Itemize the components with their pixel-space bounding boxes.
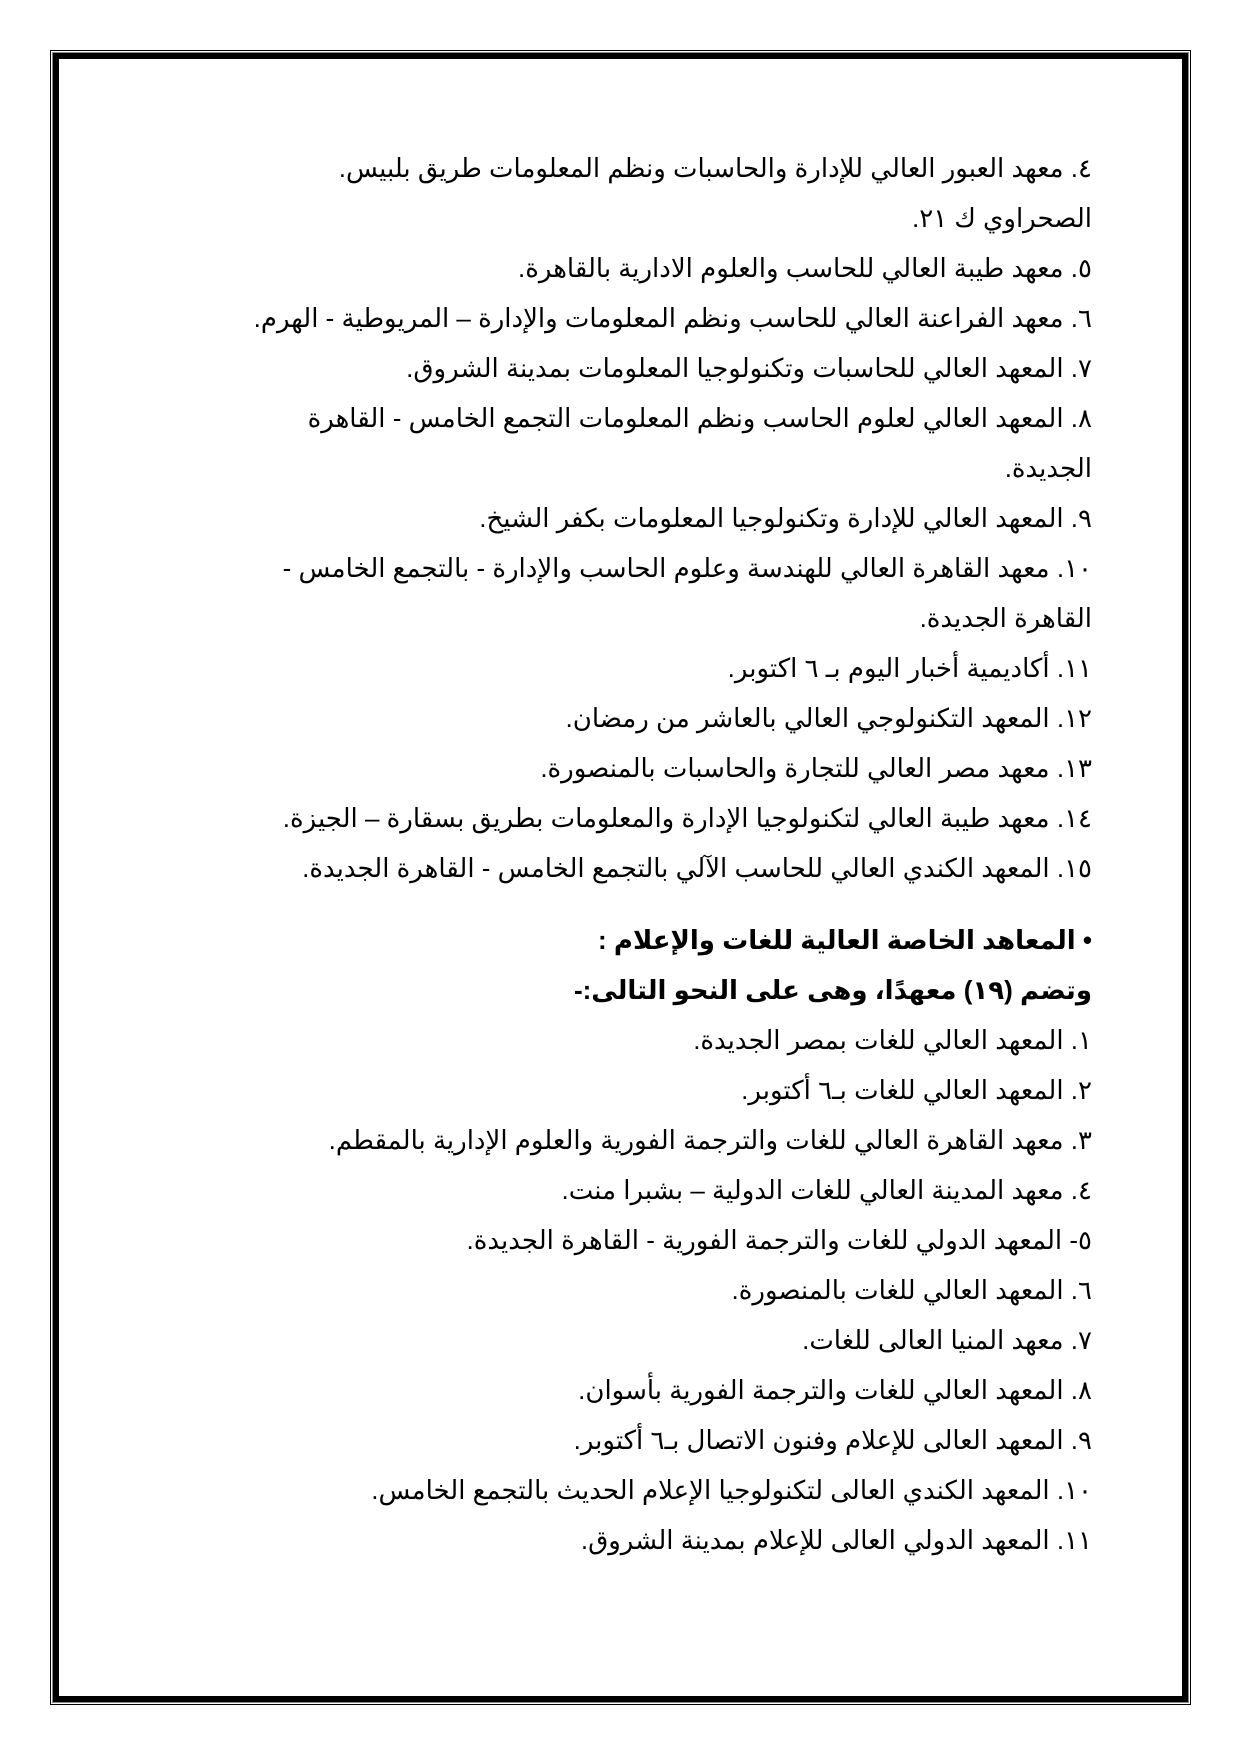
list-item: ٣. معهد القاهرة العالي للغات والترجمة الفورية والعلوم الإدارية بالمقطم.: [328, 1125, 1092, 1155]
list-item: ٩. المعهد العالى للإعلام وفنون الاتصال بـ٦ أكتوبر.: [573, 1425, 1092, 1455]
list-item: ٨. المعهد العالي للغات والترجمة الفورية بأسوان.: [578, 1375, 1092, 1405]
computer-institutes-list: [120, 143, 1092, 893]
list-item: ٥. معهد طيبة العالي للحاسب والعلوم الادارية بالقاهرة.: [518, 253, 1092, 283]
list-item: ٨. المعهد العالي لعلوم الحاسب ونظم المعلومات التجمع الخامس - القاهرة: [307, 403, 1092, 433]
list-item-continuation: الجديدة.: [1004, 453, 1092, 483]
list-item: ٦. المعهد العالي للغات بالمنصورة.: [731, 1275, 1092, 1305]
list-item-continuation: القاهرة الجديدة.: [919, 603, 1092, 633]
list-item: ١٠. معهد القاهرة العالي للهندسة وعلوم الحاسب والإدارة - بالتجمع الخامس -: [282, 553, 1092, 583]
list-item: ١. المعهد العالي للغات بمصر الجديدة.: [693, 1025, 1092, 1055]
list-item: ٧. معهد المنيا العالى للغات.: [802, 1325, 1092, 1355]
list-item: ١٣. معهد مصر العالي للتجارة والحاسبات بالمنصورة.: [540, 753, 1092, 783]
languages-media-section: [120, 915, 1092, 1565]
list-item: ٥- المعهد الدولي للغات والترجمة الفورية - القاهرة الجديدة.: [466, 1225, 1092, 1255]
list-item: ١٤. معهد طيبة العالي لتكنولوجيا الإدارة والمعلومات بطريق بسقارة – الجيزة.: [282, 803, 1092, 833]
list-item: ٢. المعهد العالي للغات بـ٦ أكتوبر.: [741, 1075, 1092, 1105]
list-item-continuation: الصحراوي ك ٢١.: [912, 203, 1092, 233]
section-heading: • المعاهد الخاصة العالية للغات والإعلام :: [598, 925, 1092, 955]
list-item: ١٠. المعهد الكندي العالى لتكنولوجيا الإعلام الحديث بالتجمع الخامس.: [371, 1475, 1092, 1505]
document-body: [120, 143, 1092, 1565]
list-item: ١٥. المعهد الكندي العالي للحاسب الآلي بالتجمع الخامس - القاهرة الجديدة.: [302, 853, 1092, 883]
list-item: ٤. معهد العبور العالي للإدارة والحاسبات ونظم المعلومات طريق بلبيس.: [338, 153, 1092, 183]
list-item: ١١. أكاديمية أخبار اليوم بـ ٦ اكتوبر.: [727, 653, 1092, 683]
list-item: ١١. المعهد الدولي العالى للإعلام بمدينة الشروق.: [580, 1525, 1092, 1555]
list-item: ٤. معهد المدينة العالي للغات الدولية – بشبرا منت.: [561, 1175, 1092, 1205]
list-item: ٩. المعهد العالي للإدارة وتكنولوجيا المعلومات بكفر الشيخ.: [479, 503, 1092, 533]
list-item: ١٢. المعهد التكنولوجي العالي بالعاشر من رمضان.: [565, 703, 1092, 733]
list-item: ٧. المعهد العالي للحاسبات وتكنولوجيا المعلومات بمدينة الشروق.: [406, 353, 1092, 383]
list-item: ٦. معهد الفراعنة العالي للحاسب ونظم المعلومات والإدارة – المريوطية - الهرم.: [253, 303, 1092, 333]
section-subheading: وتضم (١٩) معهدًا، وهى على النحو التالى:-: [573, 975, 1092, 1005]
